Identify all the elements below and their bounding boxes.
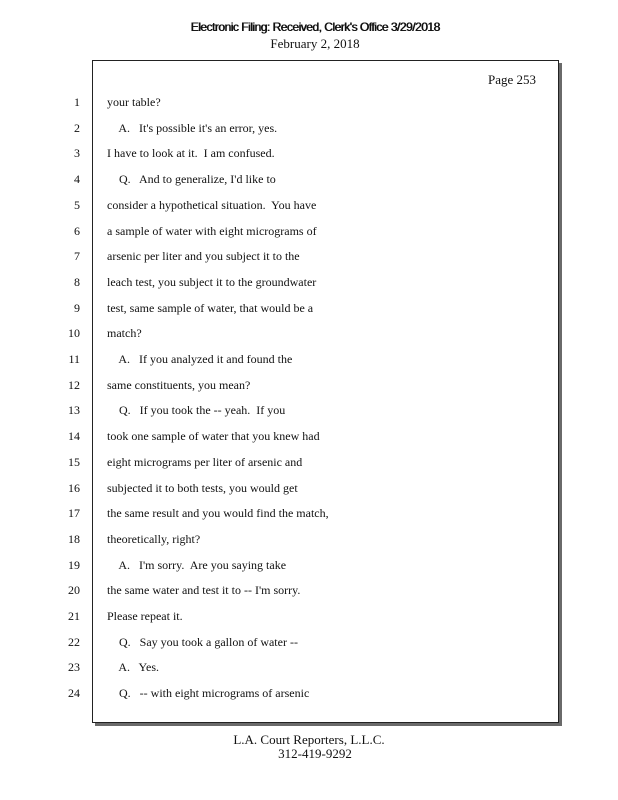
line-number: 15 [68,455,80,469]
transcript-line: match? [107,326,142,340]
transcript-date: February 2, 2018 [270,36,360,51]
line-number: 22 [68,635,80,649]
line-number: 5 [74,198,80,212]
transcript-line: eight micrograms per liter of arsenic and [107,455,303,469]
line-number: 8 [74,275,80,289]
transcript-line: same constituents, you mean? [107,378,251,392]
transcript-line: a sample of water with eight micrograms of [107,224,317,238]
transcript-line: took one sample of water that you knew had [107,429,320,443]
transcript-line: subjected it to both tests, you would get [107,481,298,495]
transcript-line: A. If you analyzed it and found the [107,352,293,366]
line-number: 12 [68,378,80,392]
transcript-line: Q. If you took the -- yeah. If you [107,403,286,417]
transcript-line: consider a hypothetical situation. You have [107,198,317,212]
line-number: 2 [74,121,80,135]
reporter-phone: 312-419-9292 [278,746,352,761]
line-number: 6 [74,224,80,238]
line-number: 16 [68,481,80,495]
transcript-line: test, same sample of water, that would be a [107,301,314,315]
filing-stamp: Electronic Filing: Received, Clerk's Office 3/29/2018 [190,20,440,34]
transcript-line: Please repeat it. [107,609,183,623]
line-number: 14 [68,429,80,443]
reporter-company: L.A. Court Reporters, L.L.C. [233,732,385,747]
line-number: 9 [74,301,80,315]
page-number: Page 253 [487,72,536,87]
line-number: 13 [68,403,80,417]
line-number: 20 [68,583,80,597]
transcript-line: arsenic per liter and you subject it to the [107,249,300,263]
line-number: 3 [74,146,80,160]
transcript-line: the same water and test it to -- I'm sorry. [107,583,301,597]
transcript-line: A. I'm sorry. Are you saying take [107,558,287,572]
transcript-line: theoretically, right? [107,532,201,546]
line-number: 7 [74,249,80,263]
transcript-line: the same result and you would find the match, [107,506,329,520]
line-number: 24 [68,686,80,700]
transcript-line: Q. -- with eight micrograms of arsenic [107,686,310,700]
transcript-line: your table? [107,95,161,109]
transcript-line: Q. Say you took a gallon of water -- [107,635,298,649]
line-number: 23 [68,660,80,674]
line-number: 21 [68,609,80,623]
line-number: 1 [74,95,80,109]
transcript-line: A. It's possible it's an error, yes. [107,121,278,135]
transcript-line: A. Yes. [107,660,160,674]
line-number: 11 [68,352,80,366]
line-number: 4 [74,172,80,186]
transcript-line: I have to look at it. I am confused. [107,146,275,160]
line-number: 19 [68,558,80,572]
line-number: 18 [68,532,80,546]
line-number: 17 [68,506,80,520]
transcript-line: leach test, you subject it to the groundwater [107,275,317,289]
transcript-line: Q. And to generalize, I'd like to [107,172,276,186]
line-number: 10 [68,326,80,340]
